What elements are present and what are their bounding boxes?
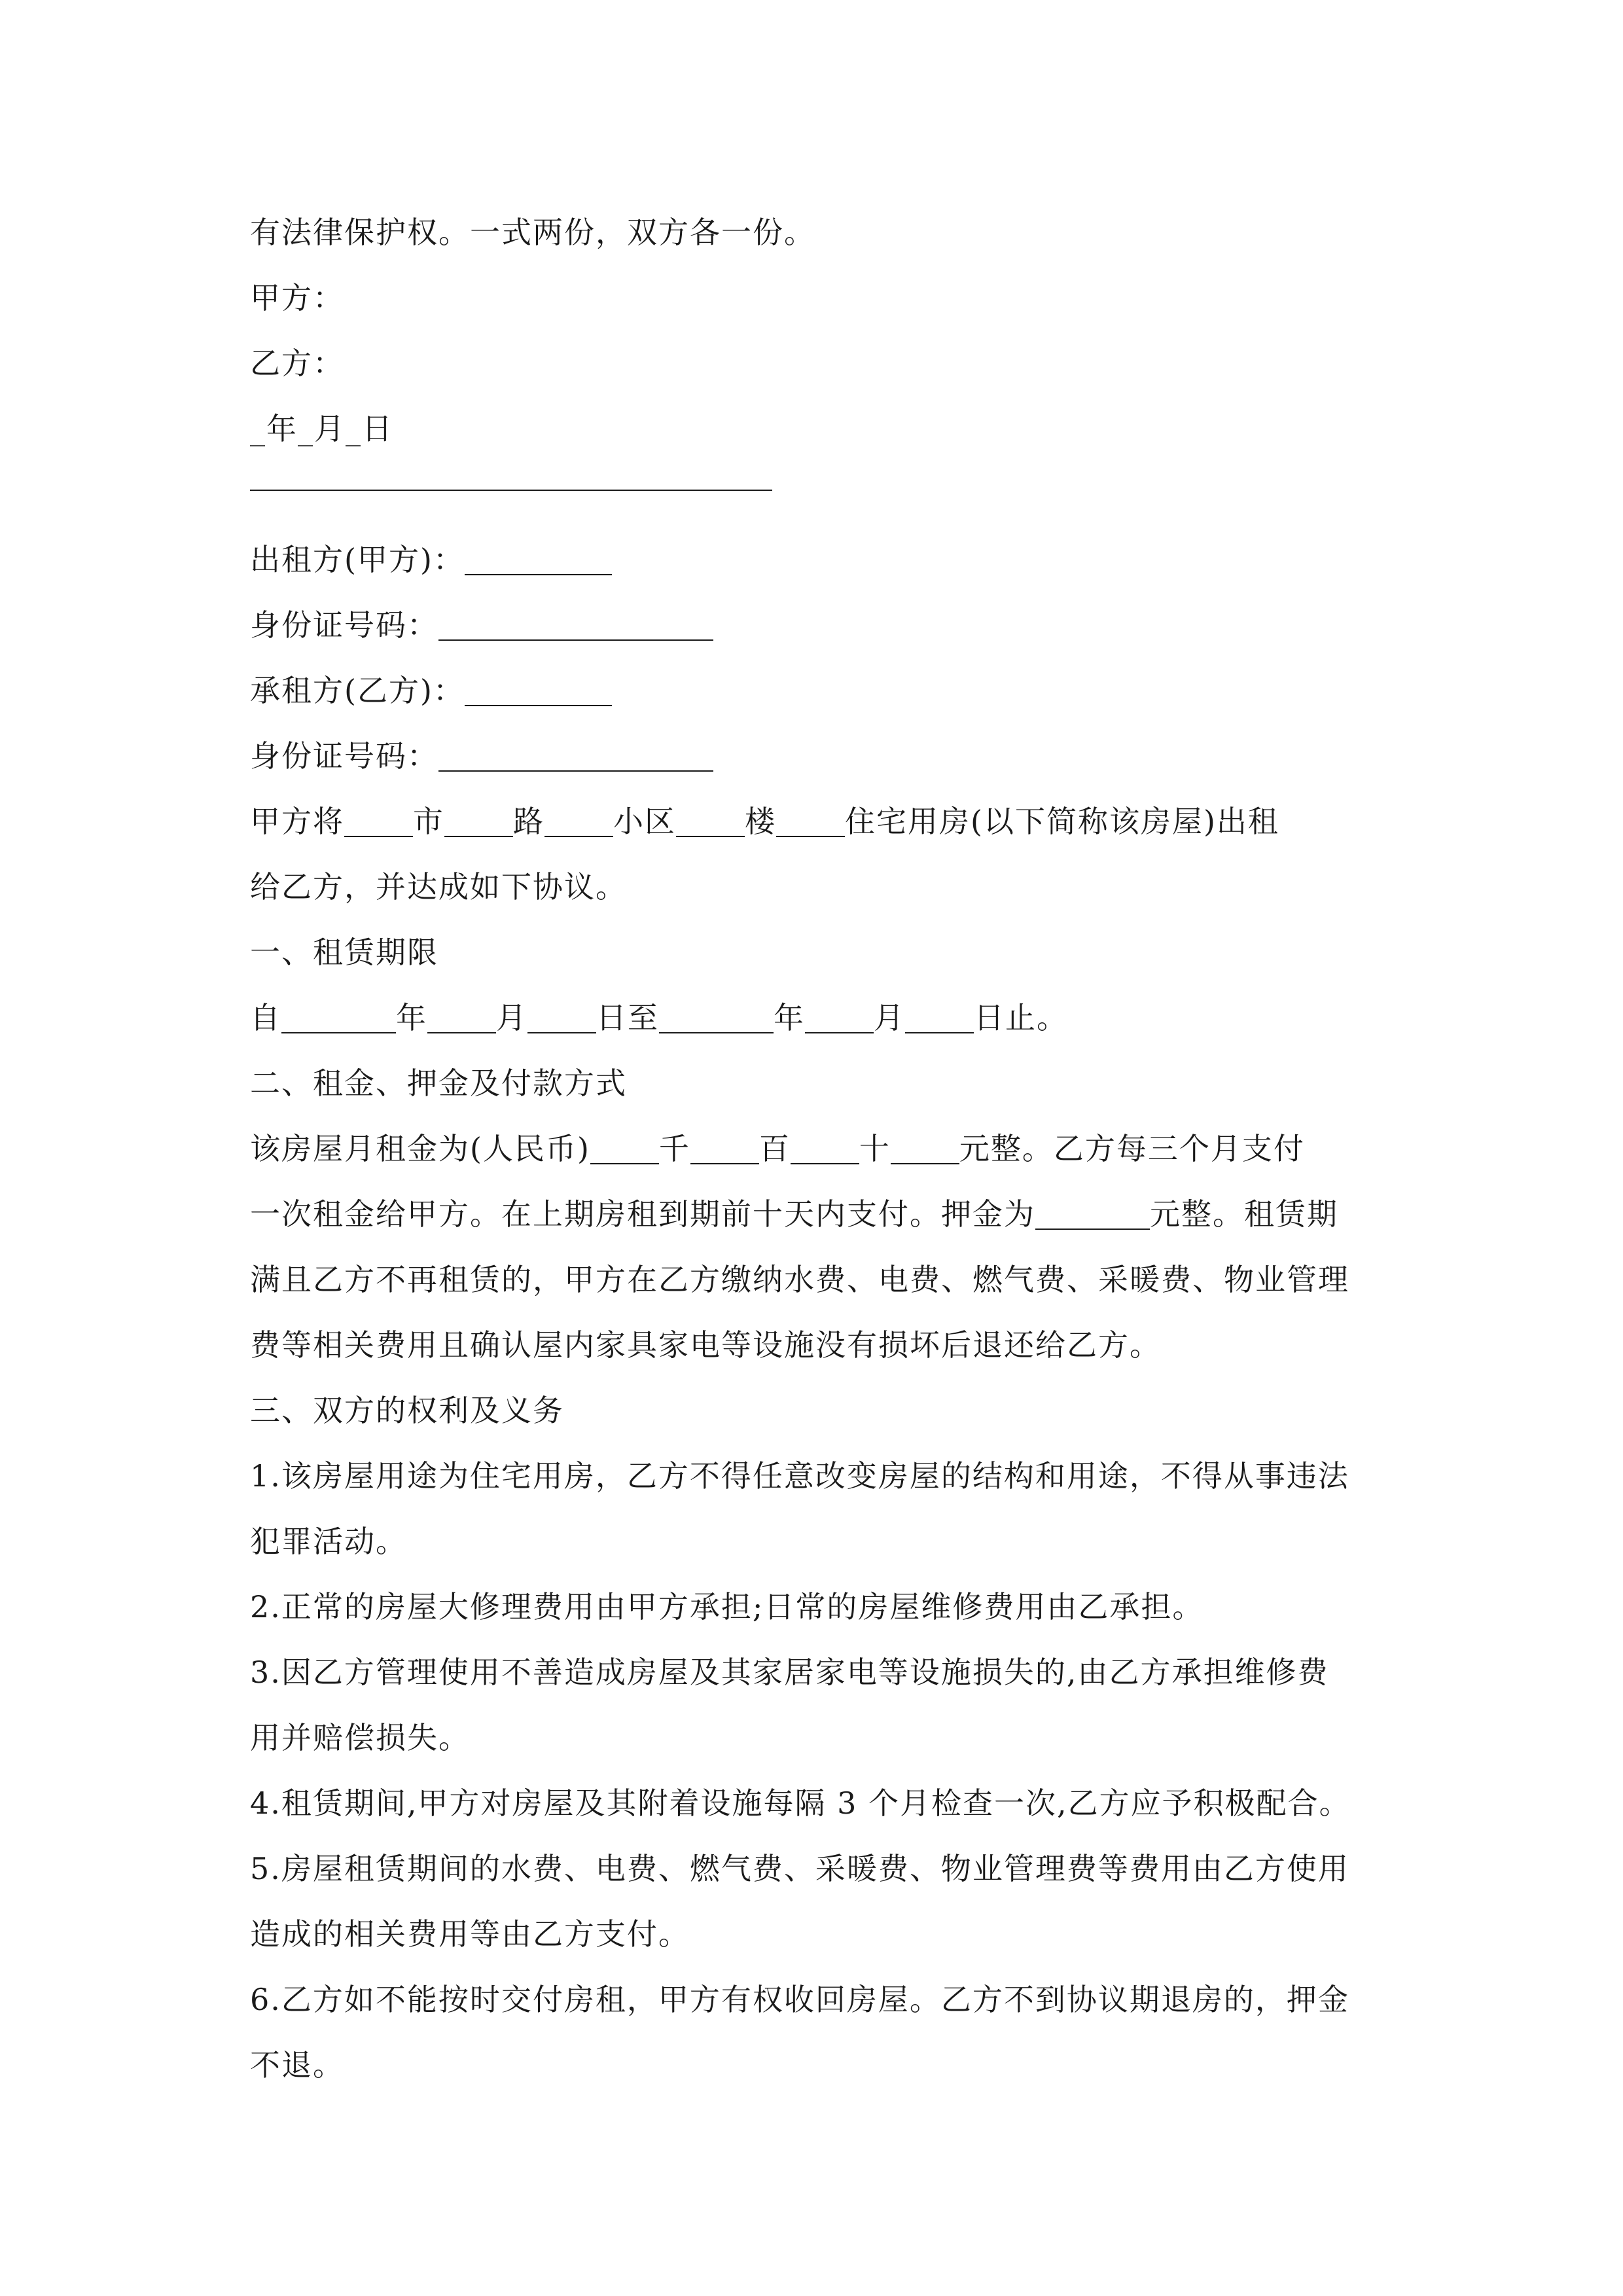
end-month-blank[interactable] (805, 999, 874, 1033)
clause-line: 用并赔偿损失。 (250, 1720, 470, 1755)
end-day-blank[interactable] (905, 999, 974, 1033)
contract-body (250, 200, 1389, 2098)
rent-text: 元整。乙方每三个月支付 (959, 1131, 1305, 1166)
lessee-field (250, 658, 1389, 723)
address-text: 市 (413, 804, 444, 839)
address-text: 住宅用房(以下简称该房屋)出租 (845, 804, 1279, 839)
lessor-id-field (250, 592, 1389, 658)
party-a-signature-label: 甲方： (250, 280, 344, 315)
separator-rule (250, 461, 1389, 527)
start-year-blank[interactable] (281, 999, 396, 1033)
rent-text: 该房屋月租金为(人民币) (250, 1131, 590, 1166)
clause-line: 造成的相关费用等由乙方支付。 (250, 1916, 690, 1952)
clause-line: 5.房屋租赁期间的水费、电费、燃气费、采暖费、物业管理费等费用由乙方使用 (250, 1851, 1349, 1886)
address-text: 小区 (613, 804, 676, 839)
rent-text: 千 (658, 1131, 690, 1166)
paragraph-line: 费等相关费用且确认屋内家具家电等设施没有损坏后退还给乙方。 (250, 1327, 1161, 1363)
paragraph-line: 给乙方，并达成如下协议。 (250, 869, 627, 905)
rent-amount-line (250, 1116, 1389, 1181)
unit-blank[interactable] (776, 803, 845, 837)
term-text: 日至 (596, 1000, 659, 1035)
term-text: 日止。 (974, 1000, 1068, 1035)
paragraph-line: 有法律保护权。一式两份，双方各一份。 (250, 215, 815, 250)
rent-thousands-blank[interactable] (590, 1130, 659, 1164)
lessor-label: 出租方(甲方)： (250, 542, 465, 577)
deposit-text: 一次租金给甲方。在上期房租到期前十天内支付。押金为 (250, 1196, 1035, 1232)
rent-text: 百 (758, 1131, 791, 1166)
paragraph-line: 满且乙方不再租赁的，甲方在乙方缴纳水费、电费、燃气费、采暖费、物业管理 (250, 1262, 1349, 1297)
deposit-text: 元整。租赁期 (1150, 1196, 1338, 1232)
rent-hundreds-blank[interactable] (690, 1130, 759, 1164)
term-text: 年 (396, 1000, 427, 1035)
building-blank[interactable] (676, 803, 745, 837)
signature-date: _年_月_日 (250, 411, 393, 446)
property-address-line (250, 789, 1389, 854)
clause-line: 1.该房屋用途为住宅用房，乙方不得任意改变房屋的结构和用途，不得从事违法 (250, 1458, 1349, 1494)
clause-line: 6.乙方如不能按时交付房租，甲方有权收回房屋。乙方不到协议期退房的，押金 (250, 1982, 1349, 2017)
road-blank[interactable] (444, 803, 513, 837)
deposit-line (250, 1181, 1389, 1247)
lessor-field (250, 527, 1389, 592)
city-blank[interactable] (344, 803, 413, 837)
rent-tens-blank[interactable] (791, 1130, 859, 1164)
lessee-id-blank[interactable] (438, 738, 713, 772)
clause-line: 3.因乙方管理使用不善造成房屋及其家居家电等设施损失的,由乙方承担维修费 (250, 1655, 1329, 1690)
lessee-label: 承租方(乙方)： (250, 673, 465, 708)
address-text: 楼 (745, 804, 776, 839)
term-text: 年 (774, 1000, 805, 1035)
term-text: 月 (496, 1000, 527, 1035)
section-heading: 三、双方的权利及义务 (250, 1393, 564, 1428)
rent-text: 十 (859, 1131, 891, 1166)
address-text: 路 (513, 804, 544, 839)
clause-line: 2.正常的房屋大修理费用由甲方承担;日常的房屋维修费用由乙承担。 (250, 1589, 1204, 1624)
lessee-id-field (250, 723, 1389, 789)
deposit-blank[interactable] (1035, 1196, 1150, 1230)
lessee-blank[interactable] (465, 672, 612, 706)
lease-term-line (250, 985, 1389, 1050)
lessor-id-label: 身份证号码： (250, 607, 438, 643)
lessee-id-label: 身份证号码： (250, 738, 438, 774)
rent-units-blank[interactable] (891, 1130, 959, 1164)
clause-line: 犯罪活动。 (250, 1524, 407, 1559)
party-b-signature-label: 乙方： (250, 346, 344, 381)
clause-line: 4.租赁期间,甲方对房屋及其附着设施每隔 3 个月检查一次,乙方应予积极配合。 (250, 1785, 1351, 1821)
address-text: 甲方将 (250, 804, 344, 839)
term-text: 自 (250, 1000, 281, 1035)
section-heading: 一、租赁期限 (250, 935, 438, 970)
clause-line: 不退。 (250, 2047, 344, 2083)
community-blank[interactable] (544, 803, 613, 837)
end-year-blank[interactable] (659, 999, 774, 1033)
section-heading: 二、租金、押金及付款方式 (250, 1066, 627, 1101)
separator-rule-bar (250, 490, 772, 491)
start-month-blank[interactable] (427, 999, 496, 1033)
lessor-blank[interactable] (465, 541, 612, 575)
term-text: 月 (874, 1000, 905, 1035)
lessor-id-blank[interactable] (438, 607, 713, 641)
start-day-blank[interactable] (527, 999, 596, 1033)
